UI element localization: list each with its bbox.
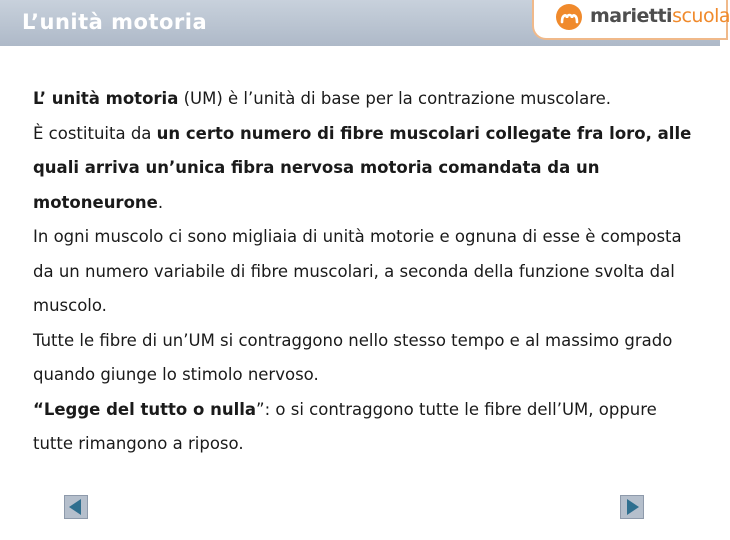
title-bar bbox=[0, 0, 730, 46]
page-title: L’unità motoria bbox=[22, 10, 208, 34]
logo-text-scuola: scuola bbox=[672, 5, 730, 27]
definition-text: (UM) è l’unità di base per la contrazione muscolare. bbox=[178, 89, 612, 108]
slide-body bbox=[33, 82, 693, 462]
publisher-logo bbox=[532, 0, 728, 40]
previous-slide-button[interactable] bbox=[64, 495, 88, 519]
paragraph-definition bbox=[33, 82, 693, 117]
logo-text bbox=[590, 5, 730, 27]
composition-bold: un certo numero di fibre muscolari collegate fra loro, alle quali arriva un’unica fibra nervosa motoria comandata da un motoneurone bbox=[33, 123, 692, 212]
term-unita-motoria: L’ unità motoria bbox=[33, 89, 179, 108]
paragraph-all-or-none bbox=[33, 393, 693, 462]
law-name: “Legge del tutto o nulla bbox=[33, 399, 257, 419]
next-slide-button[interactable] bbox=[620, 495, 644, 519]
paragraph-quantity: In ogni muscolo ci sono migliaia di unità motorie e ognuna di esse è composta da un numero variabile di fibre muscolari, a seconda della funzione svolta dal muscolo. bbox=[33, 227, 682, 315]
composition-start: È costituita da bbox=[33, 123, 157, 143]
triangle-right-icon bbox=[621, 496, 643, 518]
law-text: ”: o si contraggono tutte le fibre dell’UM, oppure tutte rimangono a riposo. bbox=[33, 399, 657, 453]
composition-end: . bbox=[157, 192, 164, 212]
paragraph-contraction: Tutte le fibre di un’UM si contraggono nello stesso tempo e al massimo grado quando giunge lo stimolo nervoso. bbox=[33, 330, 673, 384]
triangle-left-icon bbox=[65, 496, 87, 518]
paragraph-composition bbox=[33, 117, 693, 221]
logo-text-marietti: marietti bbox=[590, 5, 673, 27]
logo-mark-icon bbox=[556, 4, 582, 30]
